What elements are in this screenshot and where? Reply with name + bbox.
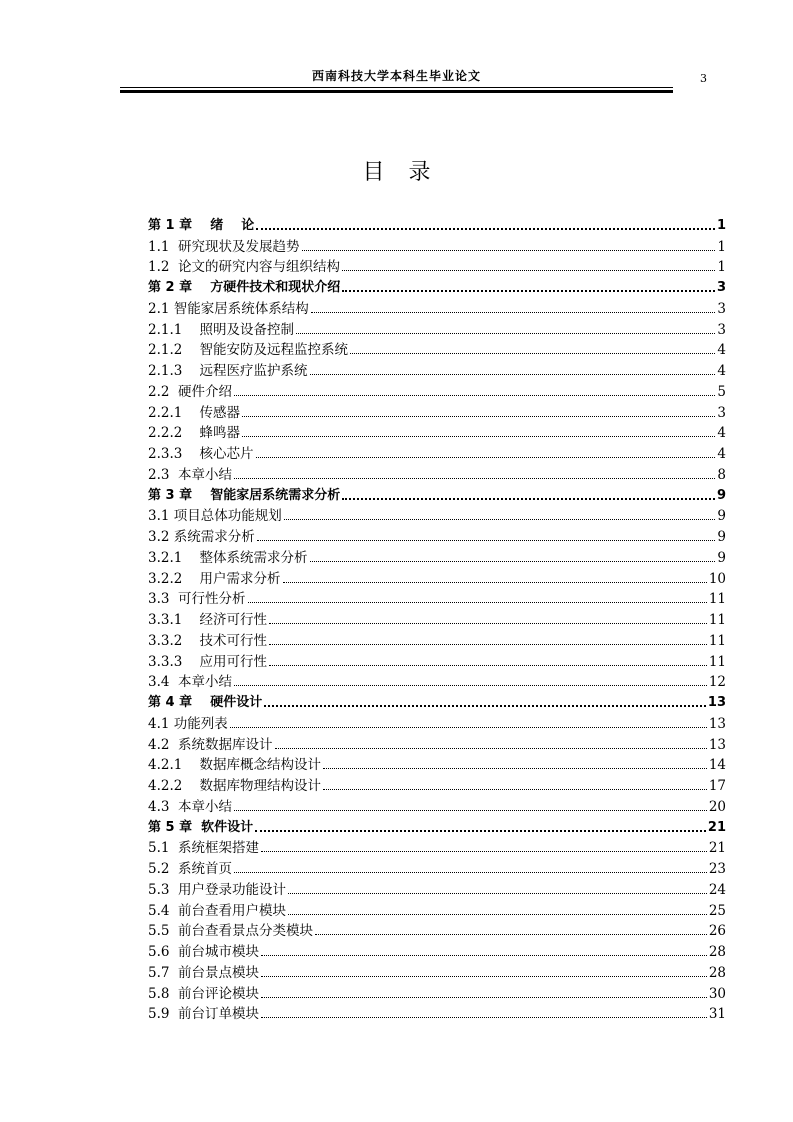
toc-entry-label: 5.5 前台查看景点分类模块 (148, 923, 314, 940)
toc-leader-dots (257, 540, 716, 541)
toc-entry-label: 2.2.1 传感器 (148, 404, 241, 421)
toc-entry-label: 3.2.1 整体系统需求分析 (148, 549, 308, 566)
toc-entry-label: 2.1.2 智能安防及远程监控系统 (148, 342, 349, 359)
toc-leader-dots (242, 436, 715, 437)
toc-entry-label: 4.2.1 数据库概念结构设计 (148, 757, 322, 774)
toc-entry[interactable] (148, 275, 726, 296)
toc-leader-dots (234, 685, 707, 686)
toc-leader-dots (315, 934, 707, 935)
toc-entry-label: 2.1 智能家居系统体系结构 (148, 300, 309, 317)
toc-leader-dots (269, 623, 707, 624)
toc-entry-label: 5.3 用户登录功能设计 (148, 881, 287, 898)
toc-leader-dots (234, 872, 707, 873)
toc-entry-page: 17 (708, 778, 726, 794)
toc-entry-page: 11 (708, 612, 726, 628)
toc-entry-label: 5.6 前台城市模块 (148, 944, 260, 960)
toc-leader-dots (264, 705, 706, 707)
toc-entry[interactable] (148, 566, 726, 587)
toc-leader-dots (296, 333, 715, 334)
toc-entry[interactable] (148, 421, 726, 442)
toc-entry-page: 11 (708, 653, 726, 670)
toc-entry[interactable] (148, 877, 726, 898)
toc-entry-label: 第 3 章 智能家居系统需求分析 (148, 487, 341, 503)
toc-entry-page: 25 (708, 902, 726, 919)
toc-leader-dots (310, 374, 716, 375)
toc-leader-dots (275, 748, 707, 749)
toc-entry-page: 9 (717, 549, 726, 566)
toc-entry-label: 4.3 本章小结 (148, 798, 233, 815)
toc-entry-label: 5.7 前台景点模块 (148, 964, 260, 981)
toc-entry-page: 5 (717, 383, 726, 400)
toc-entry[interactable] (148, 483, 726, 504)
toc-entry[interactable] (148, 815, 726, 836)
header-rule-thin (120, 87, 673, 88)
toc-entry-page: 3 (717, 321, 726, 338)
toc-leader-dots (261, 997, 707, 998)
toc-leader-dots (261, 955, 707, 956)
toc-entry[interactable] (148, 773, 726, 794)
toc-entry[interactable] (148, 670, 726, 691)
toc-entry-label: 第 1 章 绪 论 (148, 217, 255, 233)
toc-entry-label: 1.1 研究现状及发展趋势 (148, 238, 300, 255)
toc-entry-page: 13 (708, 736, 726, 753)
toc-entry[interactable] (148, 400, 726, 421)
toc-entry[interactable] (148, 1002, 726, 1023)
toc-entry-page: 21 (707, 819, 726, 835)
toc-entry-label: 2.3.3 核心芯片 (148, 446, 254, 462)
toc-entry-label: 1.2 论文的研究内容与组织结构 (148, 259, 341, 276)
toc-entry[interactable] (148, 628, 726, 649)
toc-entry-page: 9 (717, 529, 726, 545)
toc-entry-page: 3 (716, 280, 726, 295)
toc-entry-label: 5.8 前台评论模块 (148, 985, 260, 1002)
toc-entry-page: 13 (708, 715, 726, 732)
toc-entry-page: 20 (708, 798, 726, 815)
toc-entry[interactable] (148, 317, 726, 338)
toc-entry[interactable] (148, 607, 726, 628)
toc-leader-dots (255, 830, 706, 832)
toc-entry-label: 3.2.2 用户需求分析 (148, 570, 281, 587)
toc-leader-dots (261, 1017, 707, 1018)
toc-entry-label: 4.2 系统数据库设计 (148, 736, 273, 753)
toc-leader-dots (323, 789, 707, 790)
toc-entry-page: 23 (708, 861, 726, 877)
toc-leader-dots (342, 270, 715, 271)
toc-entry-page: 9 (717, 508, 726, 525)
toc-entry[interactable] (148, 960, 726, 981)
toc-entry[interactable] (148, 690, 726, 711)
toc-leader-dots (269, 665, 707, 666)
toc-entry-page: 12 (708, 674, 726, 691)
toc-leader-dots (234, 478, 715, 479)
toc-entry-label: 2.1.1 照明及设备控制 (148, 321, 295, 338)
toc-leader-dots (269, 644, 707, 645)
toc-entry[interactable] (148, 379, 726, 400)
toc-entry-page: 9 (716, 487, 726, 503)
toc-entry[interactable] (148, 296, 726, 317)
toc-entry-label: 3.4 本章小结 (148, 674, 233, 691)
toc-leader-dots (311, 312, 716, 313)
toc-entry[interactable] (148, 919, 726, 940)
toc-entry-page: 4 (717, 342, 726, 359)
toc-entry-page: 14 (708, 757, 726, 774)
toc-leader-dots (310, 561, 716, 562)
toc-leader-dots (256, 457, 716, 458)
toc-entry-label: 4.2.2 数据库物理结构设计 (148, 778, 322, 794)
toc-entry-label: 3.3.2 技术可行性 (148, 632, 268, 649)
toc-entry[interactable] (148, 524, 726, 545)
toc-entry[interactable] (148, 545, 726, 566)
toc-entry[interactable] (148, 898, 726, 919)
toc-entry[interactable] (148, 462, 726, 483)
toc-entry[interactable] (148, 753, 726, 774)
toc-entry-page: 1 (717, 259, 726, 276)
toc-entry-page: 10 (708, 570, 726, 587)
toc-entry-label: 第 2 章 方硬件技术和现状介绍 (148, 280, 341, 295)
toc-entry-label: 3.2 系统需求分析 (148, 529, 255, 545)
toc-entry[interactable] (148, 255, 726, 276)
toc-leader-dots (230, 727, 707, 728)
toc-entry[interactable] (148, 587, 726, 608)
toc-entry[interactable] (148, 441, 726, 462)
toc-entry-page: 28 (708, 964, 726, 981)
toc-leader-dots (323, 768, 707, 769)
toc-title: 目录 (362, 160, 455, 185)
running-header-title: 西南科技大学本科生毕业论文 (311, 69, 481, 83)
toc-entry[interactable] (148, 794, 726, 815)
toc-entry-label: 2.2 硬件介绍 (148, 383, 233, 400)
toc-entry-label: 2.1.3 远程医疗监护系统 (148, 363, 308, 379)
toc-entry-label: 3.3 可行性分析 (148, 591, 246, 608)
header-rule-thick (120, 90, 673, 93)
toc-entry[interactable] (148, 504, 726, 525)
toc-entry-label: 3.3.1 经济可行性 (148, 612, 268, 628)
toc-entry-label: 4.1 功能列表 (148, 715, 228, 732)
toc-entry-page: 11 (708, 632, 726, 649)
toc-entry-page: 31 (708, 1006, 726, 1023)
toc-entry-page: 3 (717, 404, 726, 421)
toc-entry[interactable] (148, 338, 726, 359)
toc-entry-page: 21 (708, 840, 726, 857)
page-number: 3 (700, 72, 707, 85)
toc-entry-page: 4 (717, 446, 726, 462)
toc-leader-dots (302, 250, 716, 251)
toc-leader-dots (234, 810, 707, 811)
toc-entry-label: 第 4 章 硬件设计 (148, 695, 263, 710)
toc-entry-label: 5.2 系统首页 (148, 861, 233, 877)
toc-leader-dots (342, 498, 715, 500)
toc-entry[interactable] (148, 939, 726, 960)
toc-entry-label: 5.9 前台订单模块 (148, 1006, 260, 1023)
toc-leader-dots (261, 851, 707, 852)
toc-entry-page: 4 (717, 425, 726, 442)
toc-leader-dots (284, 519, 716, 520)
toc-leader-dots (342, 290, 715, 292)
toc-entry[interactable] (148, 213, 726, 234)
toc-leader-dots (288, 914, 707, 915)
toc-entry-page: 30 (708, 985, 726, 1002)
toc-entry-page: 8 (717, 466, 726, 483)
toc-entry-page: 26 (708, 923, 726, 940)
toc-entry-page: 13 (707, 695, 726, 710)
toc-entry-page: 1 (716, 217, 726, 233)
toc-entry-label: 2.3 本章小结 (148, 466, 233, 483)
toc-entry-label: 5.1 系统框架搭建 (148, 840, 260, 857)
toc-entry-label: 3.1 项目总体功能规划 (148, 508, 282, 525)
toc-entry-label: 2.2.2 蜂鸣器 (148, 425, 241, 442)
toc-leader-dots (261, 976, 707, 977)
toc-entry-page: 24 (708, 881, 726, 898)
table-of-contents (148, 213, 726, 1022)
toc-leader-dots (248, 602, 707, 603)
toc-entry-page: 3 (717, 300, 726, 317)
toc-entry-page: 1 (717, 238, 726, 255)
toc-leader-dots (256, 228, 715, 230)
toc-leader-dots (242, 416, 715, 417)
toc-entry[interactable] (148, 856, 726, 877)
toc-entry-label: 第 5 章 软件设计 (148, 819, 254, 835)
toc-entry-label: 5.4 前台查看用户模块 (148, 902, 287, 919)
toc-leader-dots (288, 893, 707, 894)
toc-entry[interactable] (148, 358, 726, 379)
toc-leader-dots (234, 395, 715, 396)
toc-entry-page: 28 (708, 944, 726, 960)
toc-entry[interactable] (148, 836, 726, 857)
toc-entry-page: 4 (717, 363, 726, 379)
toc-entry-label: 3.3.3 应用可行性 (148, 653, 268, 670)
toc-entry[interactable] (148, 649, 726, 670)
toc-entry[interactable] (148, 732, 726, 753)
toc-leader-dots (350, 353, 715, 354)
toc-entry-page: 11 (708, 591, 726, 608)
toc-entry[interactable] (148, 234, 726, 255)
toc-entry[interactable] (148, 981, 726, 1002)
toc-entry[interactable] (148, 711, 726, 732)
toc-leader-dots (283, 582, 707, 583)
